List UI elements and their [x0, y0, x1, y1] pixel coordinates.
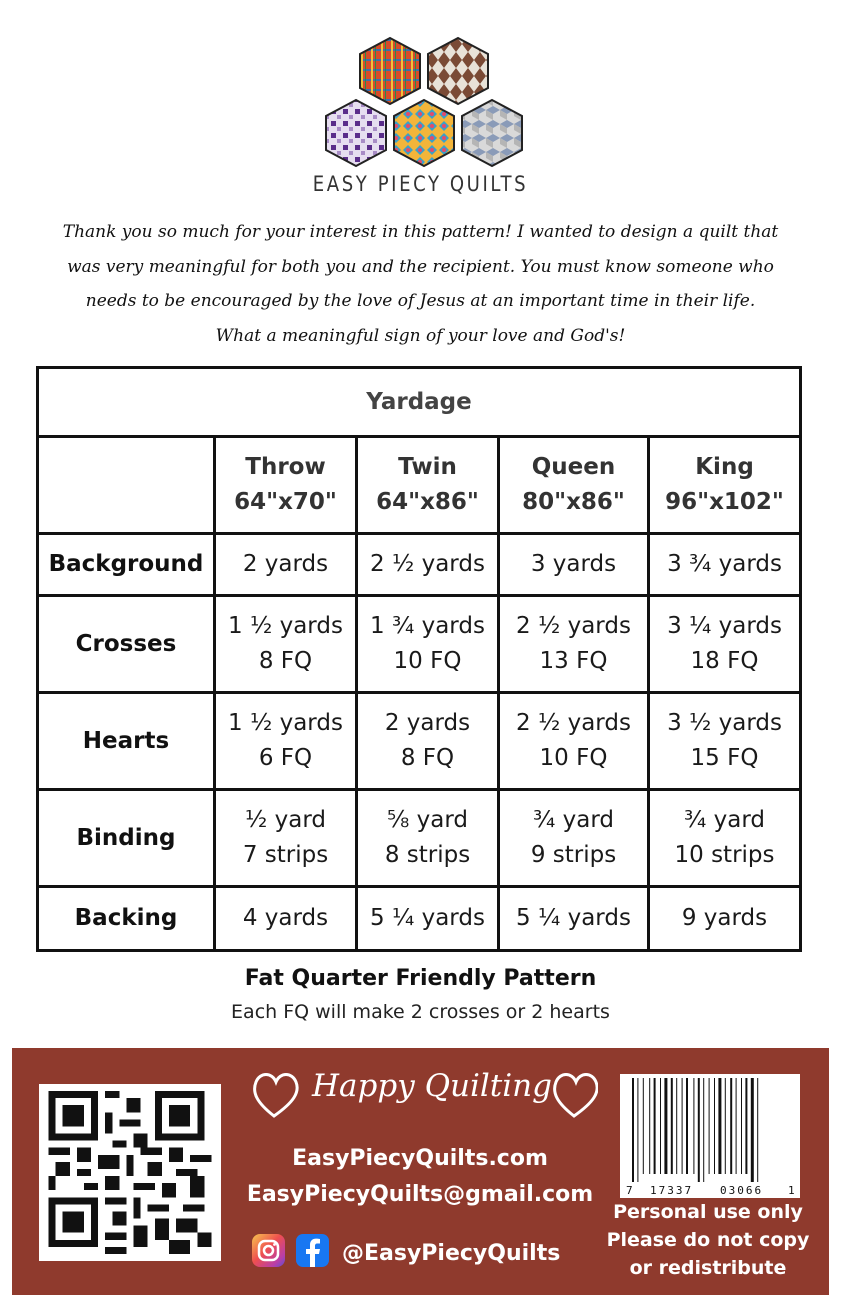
barcode-bar — [757, 1078, 758, 1182]
barcode-bar — [632, 1078, 634, 1182]
barcode-bar — [637, 1078, 638, 1182]
cell-line: ⅝ yard — [387, 807, 468, 833]
cell-line: 10 FQ — [393, 648, 462, 674]
yardage-table — [36, 366, 802, 952]
fat-quarter-title: Fat Quarter Friendly Pattern — [244, 966, 597, 991]
easy-piecy-quilts-logo — [318, 36, 532, 172]
size-header-throw — [215, 437, 357, 534]
notice-line: Please do not copy — [606, 1229, 810, 1251]
upc-barcode — [620, 1074, 800, 1198]
email-link[interactable]: EasyPiecyQuilts@gmail.com — [246, 1182, 594, 1207]
barcode-bar — [664, 1078, 667, 1174]
barcode-bar — [709, 1078, 710, 1174]
table-cell — [215, 534, 357, 596]
size-name: Queen — [531, 454, 616, 480]
intro-line: Thank you so much for your interest in this pattern! I wanted to design a quilt that — [62, 222, 779, 242]
brand-name: EASY PIECY QUILTS — [312, 172, 529, 196]
size-dims: 64"x86" — [376, 489, 479, 515]
cell-line: 1 ½ yards — [228, 613, 343, 639]
table-row-background — [38, 534, 801, 596]
cell-line: 3 ¾ yards — [667, 551, 782, 577]
cell-line: ¾ yard — [684, 807, 765, 833]
instagram-icon[interactable] — [252, 1234, 285, 1267]
table-row-backing — [38, 887, 801, 951]
row-label: Hearts — [38, 693, 215, 790]
website-link[interactable]: EasyPiecyQuilts.com — [292, 1146, 548, 1171]
table-cell — [649, 693, 801, 790]
cell-line: 18 FQ — [690, 648, 759, 674]
table-row-binding — [38, 790, 801, 887]
size-name: Twin — [398, 454, 457, 480]
notice-line: Personal use only — [613, 1201, 803, 1223]
barcode-digit: 1 — [788, 1184, 795, 1197]
fat-quarter-subtitle: Each FQ will make 2 crosses or 2 hearts — [231, 1001, 610, 1023]
cell-line: 6 FQ — [258, 745, 313, 771]
table-title-row — [38, 368, 801, 437]
empty-header-cell — [38, 437, 215, 534]
table-cell — [499, 534, 649, 596]
facebook-icon[interactable] — [296, 1234, 329, 1267]
table-cell — [357, 887, 499, 951]
cell-line: 10 strips — [674, 842, 775, 868]
cell-line: 8 FQ — [400, 745, 455, 771]
barcode-bar — [671, 1078, 673, 1174]
barcode-bar — [643, 1078, 644, 1174]
cell-line: 2 ½ yards — [516, 710, 631, 736]
cell-line: 8 strips — [384, 842, 471, 868]
intro-line: What a meaningful sign of your love and God's! — [215, 325, 626, 346]
barcode-bar — [686, 1078, 688, 1174]
size-header-twin — [357, 437, 499, 534]
barcode-bar — [741, 1078, 742, 1174]
barcode-bar — [736, 1078, 737, 1174]
cell-line: ½ yard — [245, 807, 326, 833]
table-cell — [215, 596, 357, 693]
barcode-bar — [682, 1078, 683, 1174]
barcode-bar — [676, 1078, 677, 1174]
heart-outline-icon — [555, 1075, 598, 1117]
table-cell — [499, 596, 649, 693]
cell-line: 4 yards — [242, 905, 329, 931]
plaid-hexagon — [360, 38, 420, 104]
table-cell — [215, 887, 357, 951]
cell-line: 5 ¼ yards — [516, 905, 631, 931]
cell-line: 1 ¾ yards — [370, 613, 485, 639]
table-cell — [357, 534, 499, 596]
table-row-hearts — [38, 693, 801, 790]
table-cell — [499, 693, 649, 790]
barcode-bar — [730, 1078, 732, 1174]
table-cell — [357, 596, 499, 693]
row-label: Background — [38, 534, 215, 596]
barcode-bar — [654, 1078, 656, 1174]
cell-line: 1 ½ yards — [228, 710, 343, 736]
size-dims: 96"x102" — [665, 489, 784, 515]
usage-notice — [600, 1198, 816, 1282]
size-name: Throw — [245, 454, 326, 480]
cell-line: 3 yards — [530, 551, 617, 577]
footer-panel — [12, 1048, 829, 1295]
size-header-king — [649, 437, 801, 534]
barcode-bar — [718, 1078, 721, 1174]
barcode-digit: 7 — [626, 1184, 633, 1197]
barcode-bar — [649, 1078, 650, 1174]
size-dims: 64"x70" — [234, 489, 337, 515]
table-cell — [215, 693, 357, 790]
barcode-bar — [714, 1078, 715, 1174]
row-label: Binding — [38, 790, 215, 887]
cell-line: 2 ½ yards — [370, 551, 485, 577]
happy-quilting-text: Happy Quilting — [312, 1068, 552, 1104]
barcode-digit: 17337 — [650, 1184, 694, 1197]
colorful-hexagon — [394, 100, 454, 166]
table-cell — [357, 790, 499, 887]
cell-line: 8 FQ — [258, 648, 313, 674]
cell-line: 15 FQ — [690, 745, 759, 771]
cell-line: 9 yards — [681, 905, 768, 931]
table-cell — [499, 887, 649, 951]
cubes-hexagon — [462, 100, 522, 166]
size-name: King — [695, 454, 754, 480]
cell-line: 7 strips — [242, 842, 329, 868]
social-handle[interactable]: @EasyPiecyQuilts — [342, 1241, 561, 1266]
barcode-digit: 03066 — [720, 1184, 764, 1197]
cell-line: 3 ½ yards — [667, 710, 782, 736]
cell-line: 2 ½ yards — [516, 613, 631, 639]
barcode-bar — [725, 1078, 726, 1174]
heart-outline-icon — [255, 1075, 298, 1117]
table-cell — [649, 790, 801, 887]
size-header-queen — [499, 437, 649, 534]
table-cell — [357, 693, 499, 790]
table-title: Yardage — [38, 368, 801, 437]
barcode-bar — [703, 1078, 704, 1182]
intro-line: was very meaningful for both you and the recipient. You must know someone who — [67, 256, 774, 277]
table-row-crosses — [38, 596, 801, 693]
cell-line: 3 ¼ yards — [667, 613, 782, 639]
table-cell — [649, 887, 801, 951]
purple-check-hexagon — [326, 100, 386, 166]
cell-line: 13 FQ — [539, 648, 608, 674]
cell-line: 10 FQ — [539, 745, 608, 771]
size-header-row — [38, 437, 801, 534]
table-cell — [499, 790, 649, 887]
row-label: Backing — [38, 887, 215, 951]
table-cell — [649, 596, 801, 693]
cell-line: ¾ yard — [533, 807, 614, 833]
row-label: Crosses — [38, 596, 215, 693]
cell-line: 2 yards — [384, 710, 471, 736]
cell-line: 2 yards — [242, 551, 329, 577]
size-dims: 80"x86" — [522, 489, 625, 515]
table-cell — [649, 534, 801, 596]
notice-line: or redistribute — [629, 1257, 787, 1279]
intro-paragraph — [40, 215, 801, 353]
barcode-bar — [660, 1078, 661, 1174]
qr-code[interactable] — [39, 1084, 221, 1261]
cell-line: 5 ¼ yards — [370, 905, 485, 931]
barcode-bar — [745, 1078, 747, 1174]
harlequin-hexagon — [428, 38, 488, 104]
barcode-bar — [751, 1078, 754, 1182]
barcode-bar — [698, 1078, 700, 1182]
table-cell — [215, 790, 357, 887]
cell-line: 9 strips — [530, 842, 617, 868]
intro-line: needs to be encouraged by the love of Jesus at an important time in their life. — [85, 291, 756, 311]
barcode-bar — [693, 1078, 694, 1174]
